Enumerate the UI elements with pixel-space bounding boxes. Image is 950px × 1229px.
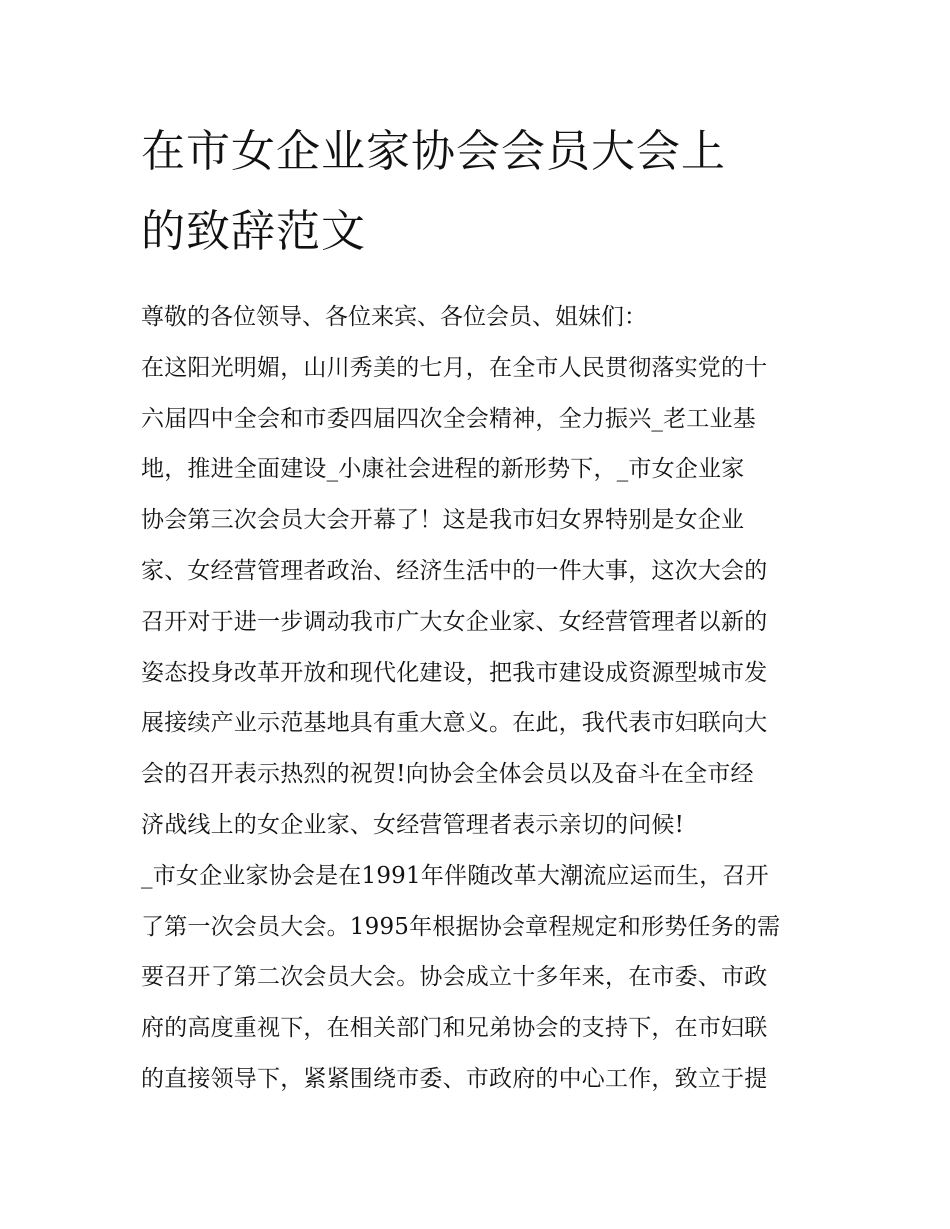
body-line-10: 济战线上的女企业家、女经营管理者表示亲切的问候! xyxy=(141,811,685,838)
document-title-line-2: 的致辞范文 xyxy=(141,206,366,257)
document-page xyxy=(141,112,813,1105)
document-title-line-1: 在市女企业家协会会员大会上 xyxy=(141,126,726,177)
body-line-1: 在这阳光明媚，山川秀美的七月，在全市人民贯彻落实党的十 xyxy=(141,354,768,381)
body-line-13: 要召开了第二次会员大会。协会成立十多年来，在市委、市政 xyxy=(141,964,768,991)
body-line-6: 召开对于进一步调动我市广大女企业家、女经营管理者以新的 xyxy=(141,608,768,635)
body-line-4: 协会第三次会员大会开幕了！这是我市妇女界特别是女企业 xyxy=(141,507,745,534)
body-line-12: 了第一次会员大会。1995年根据协会章程规定和形势任务的需 xyxy=(141,913,781,940)
body-line-11: _市女企业家协会是在1991年伴随改革大潮流应运而生，召开 xyxy=(141,862,769,889)
body-line-5: 家、女经营管理者政治、经济生活中的一件大事，这次大会的 xyxy=(141,557,768,584)
body-line-3: 地，推进全面建设_小康社会进程的新形势下，_市女企业家 xyxy=(141,456,745,483)
greeting-line: 尊敬的各位领导、各位来宾、各位会员、姐妹们： xyxy=(141,304,647,330)
body-line-9: 会的召开表示热烈的祝贺!向协会全体会员以及奋斗在全市经 xyxy=(141,761,754,788)
body-line-14: 府的高度重视下，在相关部门和兄弟协会的支持下，在市妇联 xyxy=(141,1015,768,1042)
body-line-7: 姿态投身改革开放和现代化建设，把我市建设成资源型城市发 xyxy=(141,659,768,686)
body-line-15: 的直接领导下，紧紧围绕市委、市政府的中心工作，致立于提 xyxy=(141,1065,768,1092)
body-line-8: 展接续产业示范基地具有重大意义。在此，我代表市妇联向大 xyxy=(141,710,768,737)
body-line-2: 六届四中全会和市委四届四次全会精神，全力振兴_老工业基 xyxy=(141,405,756,432)
